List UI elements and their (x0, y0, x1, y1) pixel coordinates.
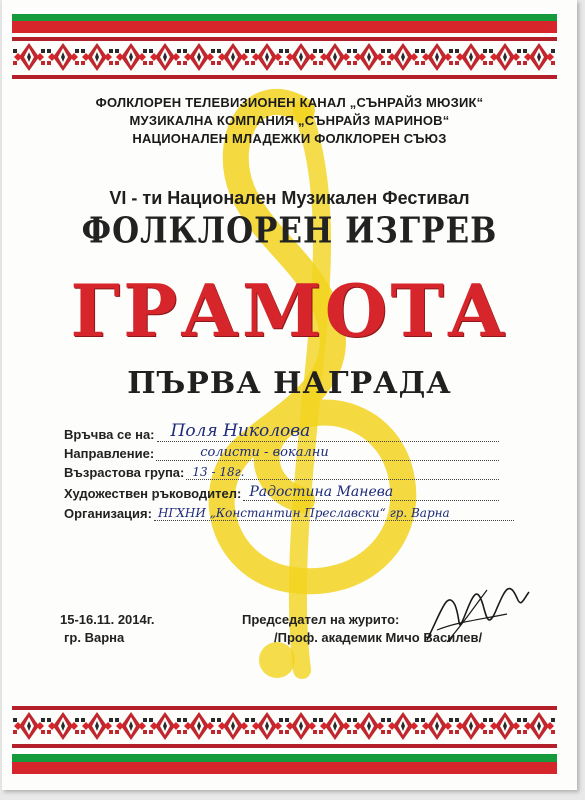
field-art-director (64, 483, 499, 501)
field-value-handwritten: 13 - 18г. (192, 465, 245, 479)
award-title: ПЪРВА НАГРАДА (127, 366, 452, 401)
festival-edition: VI - ти Национален Музикален Фестивал (109, 188, 470, 208)
field-label: Художествен ръководител: (64, 486, 242, 501)
festival-name: ФОЛКЛОРЕН ИЗГРЕВ (81, 210, 498, 252)
issue-city: гр. Варна (64, 630, 125, 645)
field-category (64, 443, 499, 461)
jury-chair-name: /Проф. академик Мичо Василев/ (274, 630, 483, 645)
certificate-sheet (2, 0, 577, 790)
diploma-title: ГРАМОТА (70, 268, 509, 353)
issue-date: 15-16.11. 2014г. (60, 612, 155, 627)
folk-ornament-bottom (12, 706, 557, 748)
field-label: Организация: (64, 506, 152, 521)
field-age-group (64, 462, 499, 480)
field-value-handwritten: солисти - вокални (200, 445, 329, 460)
flag-stripe-red-bottom (12, 762, 557, 774)
field-label: Възрастова група: (64, 465, 185, 480)
flag-stripe-green-bottom (12, 754, 557, 762)
field-organization (64, 503, 514, 521)
jury-chair-label: Председател на журито: (242, 612, 400, 627)
header-org-line-1: ФОЛКЛОРЕН ТЕЛЕВИЗИОНЕН КАНАЛ „СЪНРАЙЗ МЮЗИК“ (95, 95, 484, 110)
field-label: Направление: (64, 446, 155, 461)
field-value-handwritten: Поля Николова (170, 421, 311, 441)
header-org-line-3: НАЦИОНАЛЕН МЛАДЕЖКИ ФОЛКЛОРЕН СЪЮЗ (132, 131, 447, 146)
flag-stripe-green-top (12, 14, 557, 21)
signature-icon (417, 570, 537, 650)
field-value-handwritten: Радостина Манева (249, 484, 394, 500)
header-org-line-2: МУЗИКАЛНА КОМПАНИЯ „СЪНРАЙЗ МАРИНОВ“ (129, 113, 450, 128)
field-label: Връчва се на: (64, 427, 155, 442)
field-value-handwritten: НГХНИ „Константин Преславски“ гр. Варна (157, 506, 450, 520)
field-recipient (64, 421, 499, 442)
flag-stripe-red-top (12, 21, 557, 33)
